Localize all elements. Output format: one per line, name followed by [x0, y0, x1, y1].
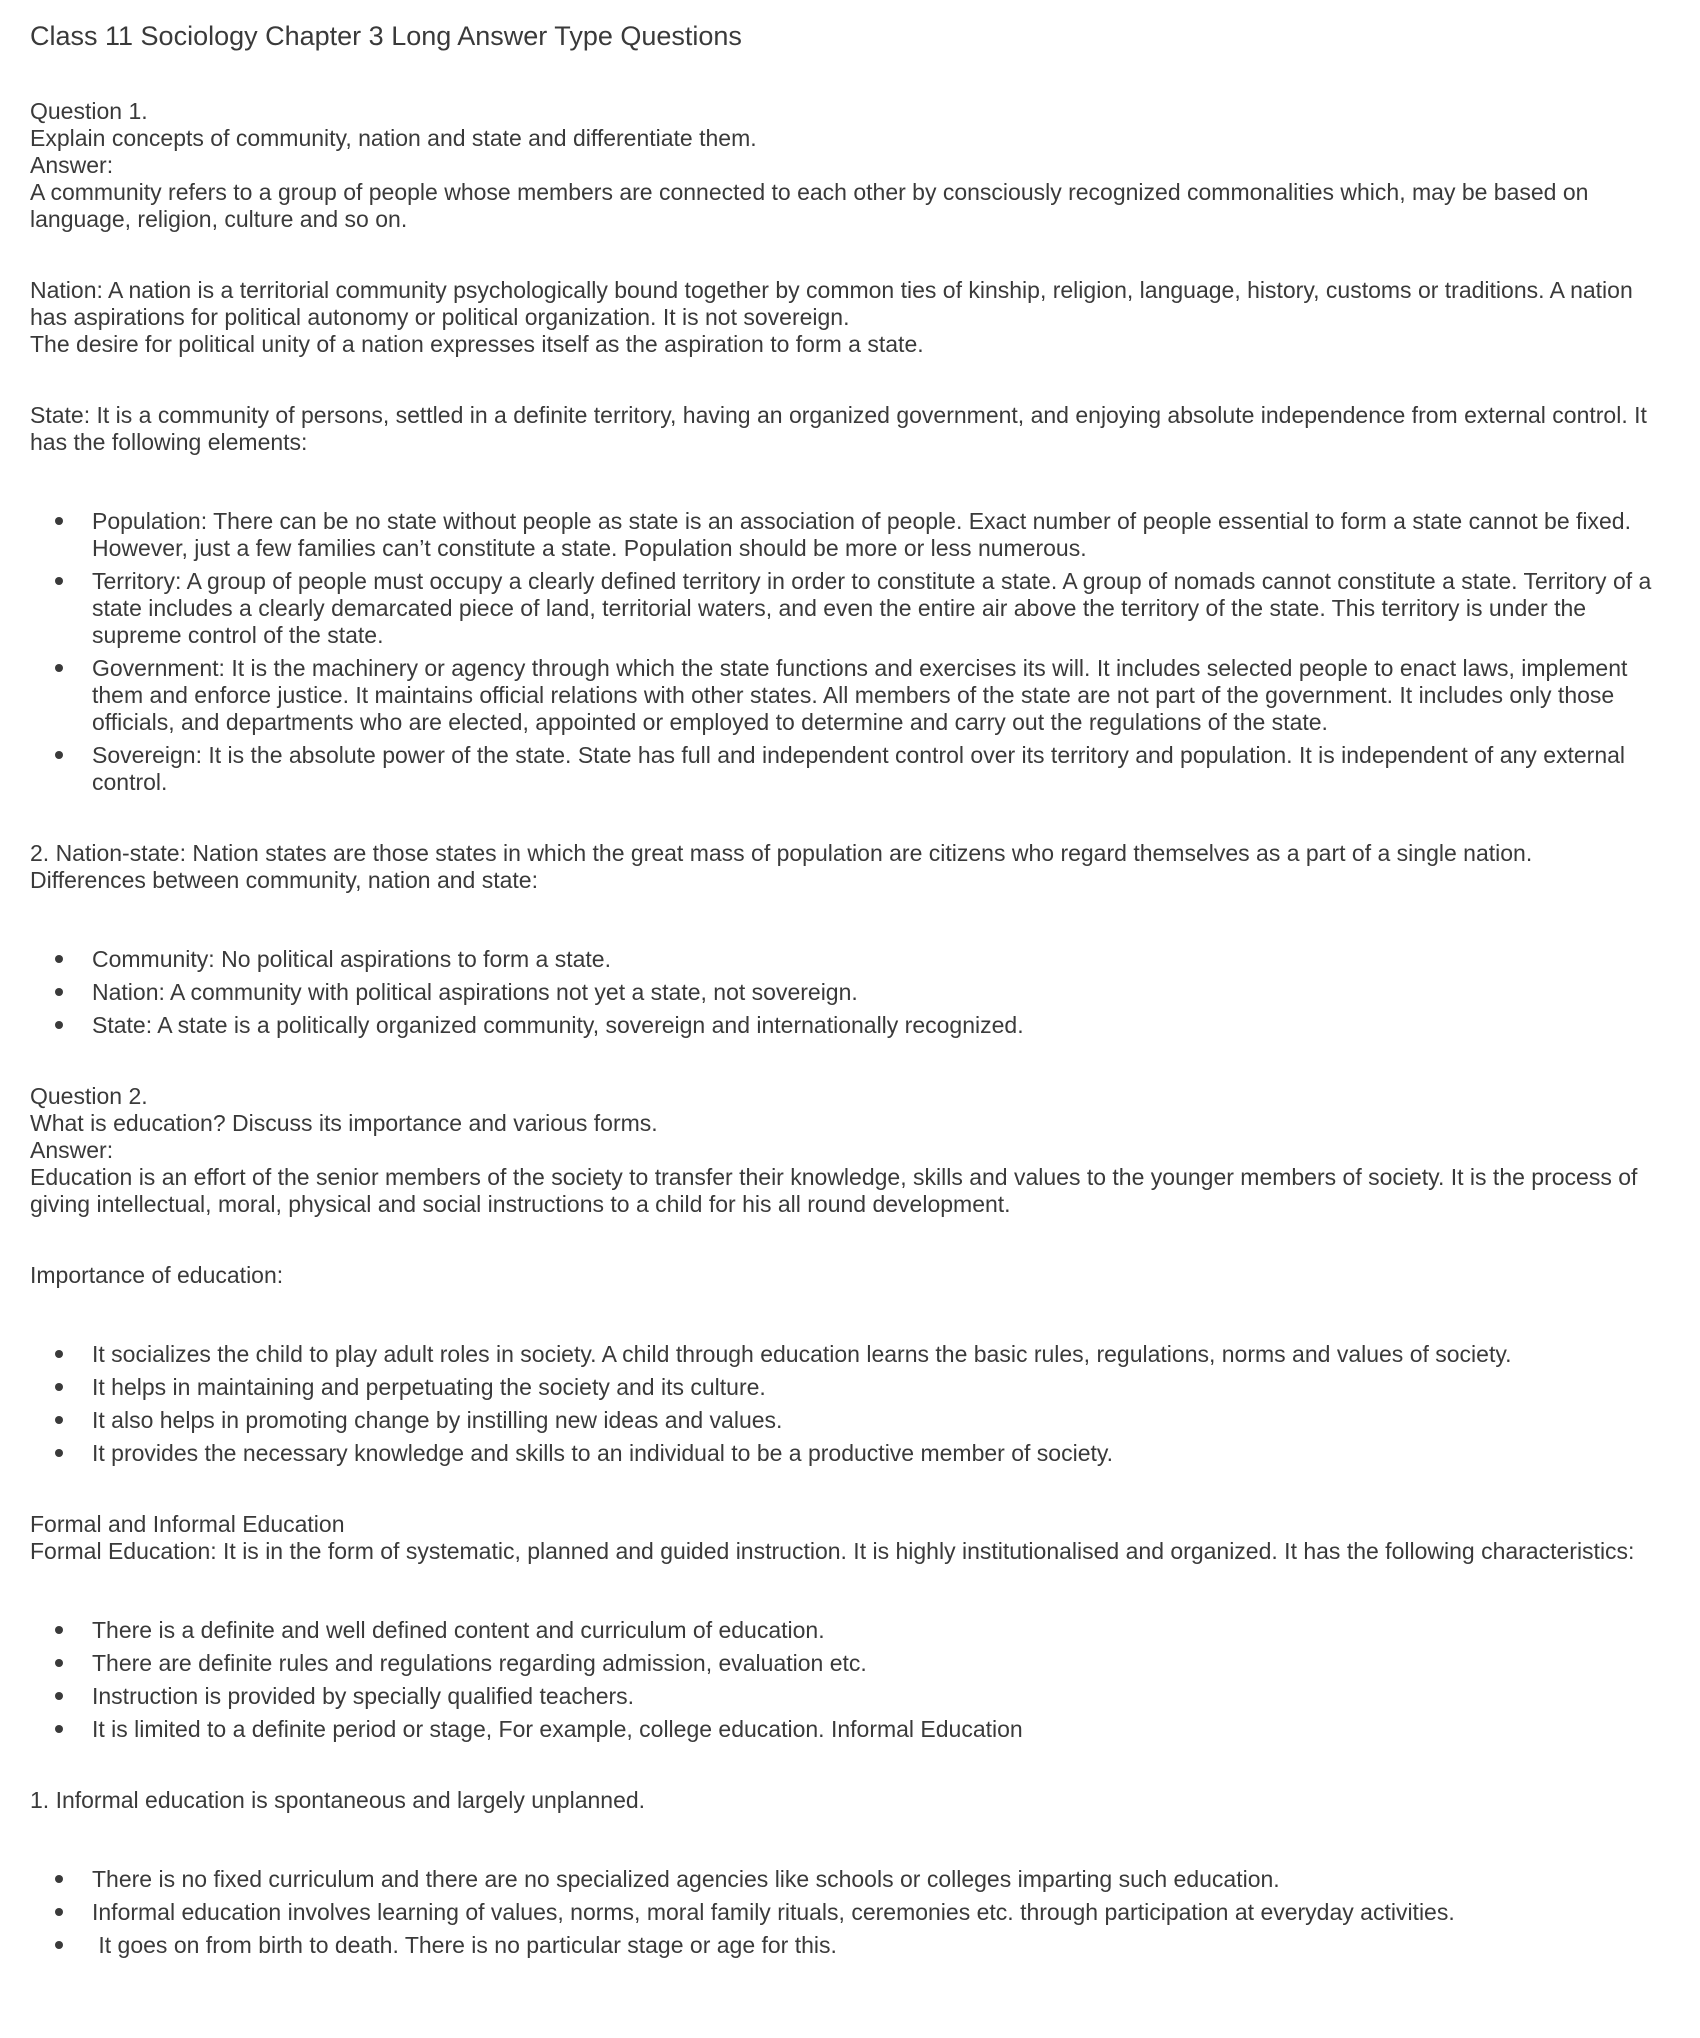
- text-line: 2. Nation-state: Nation states are those states in which the great mass of population are citizens who regard themselves as a part of a single nation.: [30, 840, 1533, 866]
- bullet-item: Population: There can be no state without people as state is an association of people. Exact number of people essential to form a state cannot be fixed. However, just a few families can’t constitute a state. Population should be more or less numerous.: [30, 508, 1655, 562]
- bullet-item: Nation: A community with political aspirations not yet a state, not sovereign.: [30, 979, 1655, 1006]
- text-line: Explain concepts of community, nation and state and differentiate them.: [30, 125, 757, 151]
- text-line: Answer:: [30, 1137, 114, 1163]
- text-line: Formal Education: It is in the form of systematic, planned and guided instruction. It is highly institutionalised and organized. It has the following characteristics:: [30, 1538, 1635, 1564]
- bullet-item: Sovereign: It is the absolute power of the state. State has full and independent control over its territory and population. It is independent of any external control.: [30, 742, 1655, 796]
- paragraph: [30, 1511, 1655, 1565]
- page-title: Class 11 Sociology Chapter 3 Long Answer Type Questions: [30, 21, 742, 51]
- bullet-list: [30, 508, 1658, 796]
- text-line: Question 2.: [30, 1083, 148, 1109]
- bullet-item: Instruction is provided by specially qualified teachers.: [30, 1683, 1655, 1710]
- text-line: Nation: A nation is a territorial community psychologically bound together by common ties of kinship, religion, language, history, customs or traditions. A nation has aspirations for political autonomy or political organization. It is not sovereign.: [30, 277, 1640, 330]
- bullet-list: [30, 946, 1655, 1039]
- paragraph: [30, 1083, 1655, 1218]
- text-line: State: It is a community of persons, settled in a definite territory, having an organized government, and enjoying absolute independence from external control. It has the following elements:: [30, 402, 1654, 455]
- bullet-item: There is a definite and well defined content and curriculum of education.: [30, 1617, 1655, 1644]
- paragraph: [30, 98, 1655, 233]
- text-line: Answer:: [30, 152, 114, 178]
- paragraph: [30, 840, 1655, 894]
- paragraph: [30, 277, 1655, 358]
- document-body: [30, 98, 1658, 1959]
- paragraph: [30, 1262, 1655, 1289]
- bullet-item: Territory: A group of people must occupy a clearly defined territory in order to constitute a state. A group of nomads cannot constitute a state. Territory of a state includes a clearly demarcated piece of land, territorial waters, and even the entire air above the territory of the state. This territory is under the supreme control of the state.: [30, 568, 1655, 649]
- bullet-list: [30, 1866, 1655, 1959]
- paragraph: [30, 402, 1655, 456]
- bullet-item: State: A state is a politically organized community, sovereign and internationally recognized.: [30, 1012, 1655, 1039]
- text-line: Question 1.: [30, 98, 148, 124]
- bullet-item: It goes on from birth to death. There is no particular stage or age for this.: [30, 1932, 1655, 1959]
- bullet-item: Government: It is the machinery or agency through which the state functions and exercises its will. It includes selected people to enact laws, implement them and enforce justice. It maintains official relations with other states. All members of the state are not part of the government. It includes only those officials, and departments who are elected, appointed or employed to determine and carry out the regulations of the state.: [30, 655, 1655, 736]
- bullet-item: There are definite rules and regulations regarding admission, evaluation etc.: [30, 1650, 1655, 1677]
- text-line: 1. Informal education is spontaneous and largely unplanned.: [30, 1787, 646, 1813]
- bullet-item: It socializes the child to play adult roles in society. A child through education learns the basic rules, regulations, norms and values of society.: [30, 1341, 1655, 1368]
- bullet-list: [30, 1617, 1655, 1743]
- bullet-item: Community: No political aspirations to form a state.: [30, 946, 1655, 973]
- bullet-item: It helps in maintaining and perpetuating the society and its culture.: [30, 1374, 1655, 1401]
- text-line: Importance of education:: [30, 1262, 284, 1288]
- bullet-item: It is limited to a definite period or stage, For example, college education. Informal Education: [30, 1716, 1655, 1743]
- text-line: Formal and Informal Education: [30, 1511, 345, 1537]
- text-line: The desire for political unity of a nation expresses itself as the aspiration to form a state.: [30, 331, 924, 357]
- bullet-item: It provides the necessary knowledge and skills to an individual to be a productive member of society.: [30, 1440, 1655, 1467]
- bullet-list: [30, 1341, 1655, 1467]
- text-line: What is education? Discuss its importance and various forms.: [30, 1110, 658, 1136]
- bullet-item: There is no fixed curriculum and there are no specialized agencies like schools or colleges imparting such education.: [30, 1866, 1655, 1893]
- text-line: A community refers to a group of people whose members are connected to each other by consciously recognized commonalities which, may be based on language, religion, culture and so on.: [30, 179, 1595, 232]
- bullet-item: Informal education involves learning of values, norms, moral family rituals, ceremonies etc. through participation at everyday activities.: [30, 1899, 1655, 1926]
- paragraph: [30, 1787, 1655, 1814]
- bullet-item: It also helps in promoting change by instilling new ideas and values.: [30, 1407, 1655, 1434]
- text-line: Education is an effort of the senior members of the society to transfer their knowledge, skills and values to the younger members of society. It is the process of giving intellectual, moral, physical and social instructions to a child for his all round development.: [30, 1164, 1644, 1217]
- text-line: Differences between community, nation and state:: [30, 867, 538, 893]
